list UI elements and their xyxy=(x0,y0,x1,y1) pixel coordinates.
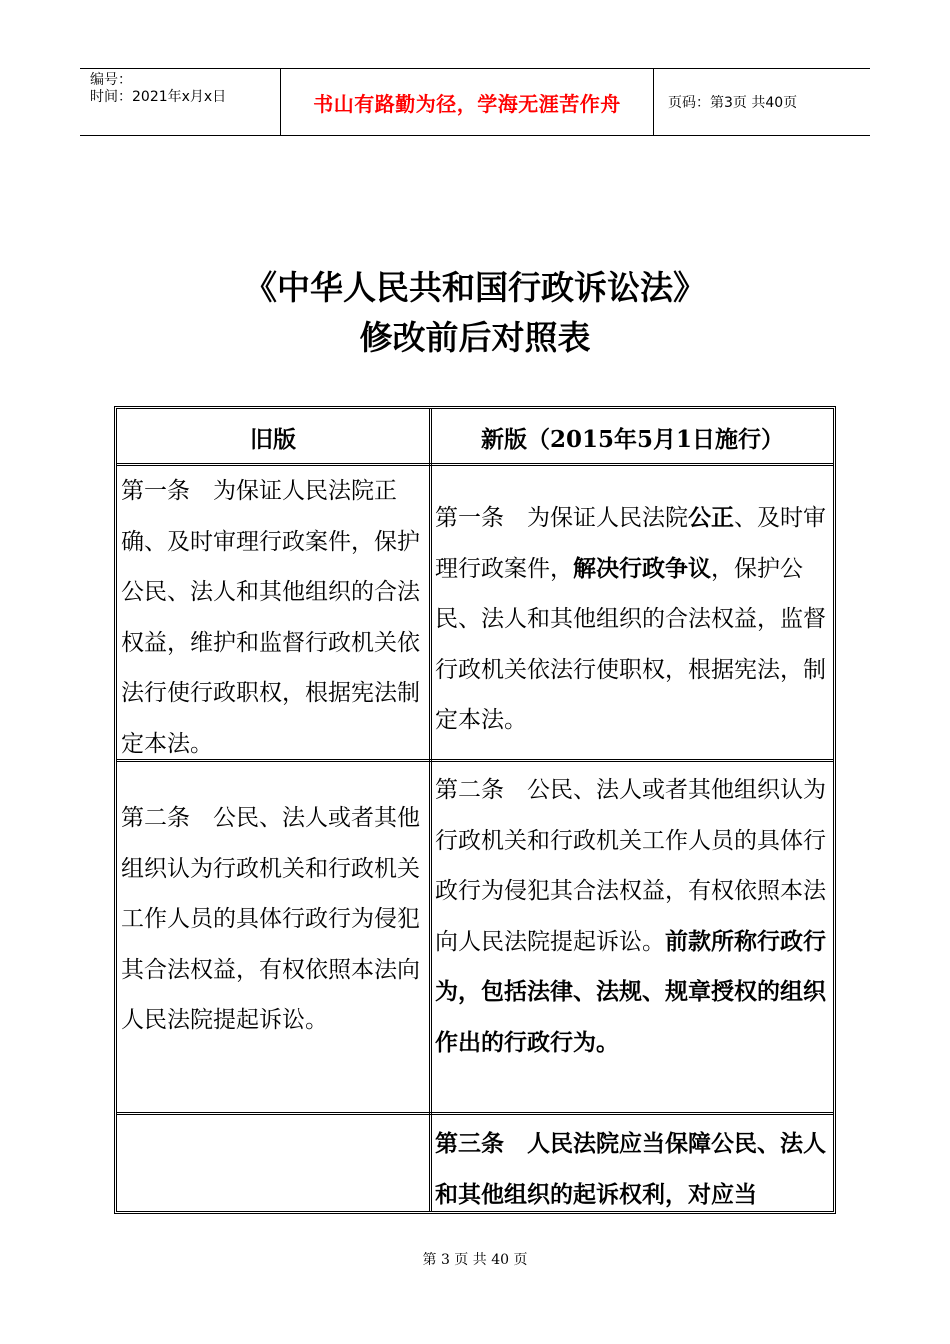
header-meta xyxy=(80,69,280,135)
comparison-table xyxy=(114,406,836,1214)
page-header xyxy=(80,68,870,136)
header-motto: 书山有路勤为径，学海无涯苦作舟 xyxy=(313,91,621,116)
bold-insertion: 公正 xyxy=(688,504,734,531)
page-footer: 第 3 页 共 40 页 xyxy=(422,1252,528,1268)
new-article-3 xyxy=(435,1119,831,1220)
document-subtitle: 修改前后对照表 xyxy=(359,318,591,357)
document-number-label: 编号： xyxy=(90,72,132,88)
new-article-1: 第一条 为保证人民法院公正、及时审理行政案件，解决行政争议，保护公民、法人和其他组织的合法权益，监督行政机关依法行使职权，根据宪法，制定本法。 xyxy=(435,504,826,733)
column-header-old: 旧版 xyxy=(250,425,296,453)
old-article-1: 第一条 为保证人民法院正确、及时审理行政案件，保护公民、法人和其他组织的合法权益，维护和监督行政机关依法行使行政职权，根据宪法制定本法。 xyxy=(121,478,420,757)
column-divider xyxy=(429,409,432,1211)
header-motto-cell xyxy=(280,69,654,135)
row-divider xyxy=(117,759,833,762)
old-article-2: 第二条 公民、法人或者其他组织认为行政机关和行政机关工作人员的具体行政行为侵犯其合法权益，有权依照本法向人民法院提起诉讼。 xyxy=(121,805,420,1033)
new-article-2: 第二条 公民、法人或者其他组织认为行政机关和行政机关工作人员的具体行政行为侵犯其合法权益，有权依照本法向人民法院提起诉讼。前款所称行政行为，包括法律、法规、规章授权的组织作出的行政行为。 xyxy=(435,777,826,1056)
bold-insertion: 前款所称行政行为，包括法律、法规、规章授权的组织作出的行政行为。 xyxy=(435,927,826,1056)
bold-insertion: 第三条 人民法院应当保障公民、法人和其他组织的起诉权利，对应当 xyxy=(435,1130,826,1208)
header-page-info: 页码：第3页 共40页 xyxy=(668,95,798,111)
row-divider xyxy=(117,1112,833,1115)
document-title: 《中华人民共和国行政诉讼法》 xyxy=(244,268,706,307)
column-header-new: 新版（2015年5月1日施行） xyxy=(480,425,785,453)
document-date: 时间：2021年x月x日 xyxy=(90,89,227,105)
bold-insertion: 解决行政争议 xyxy=(573,554,711,582)
